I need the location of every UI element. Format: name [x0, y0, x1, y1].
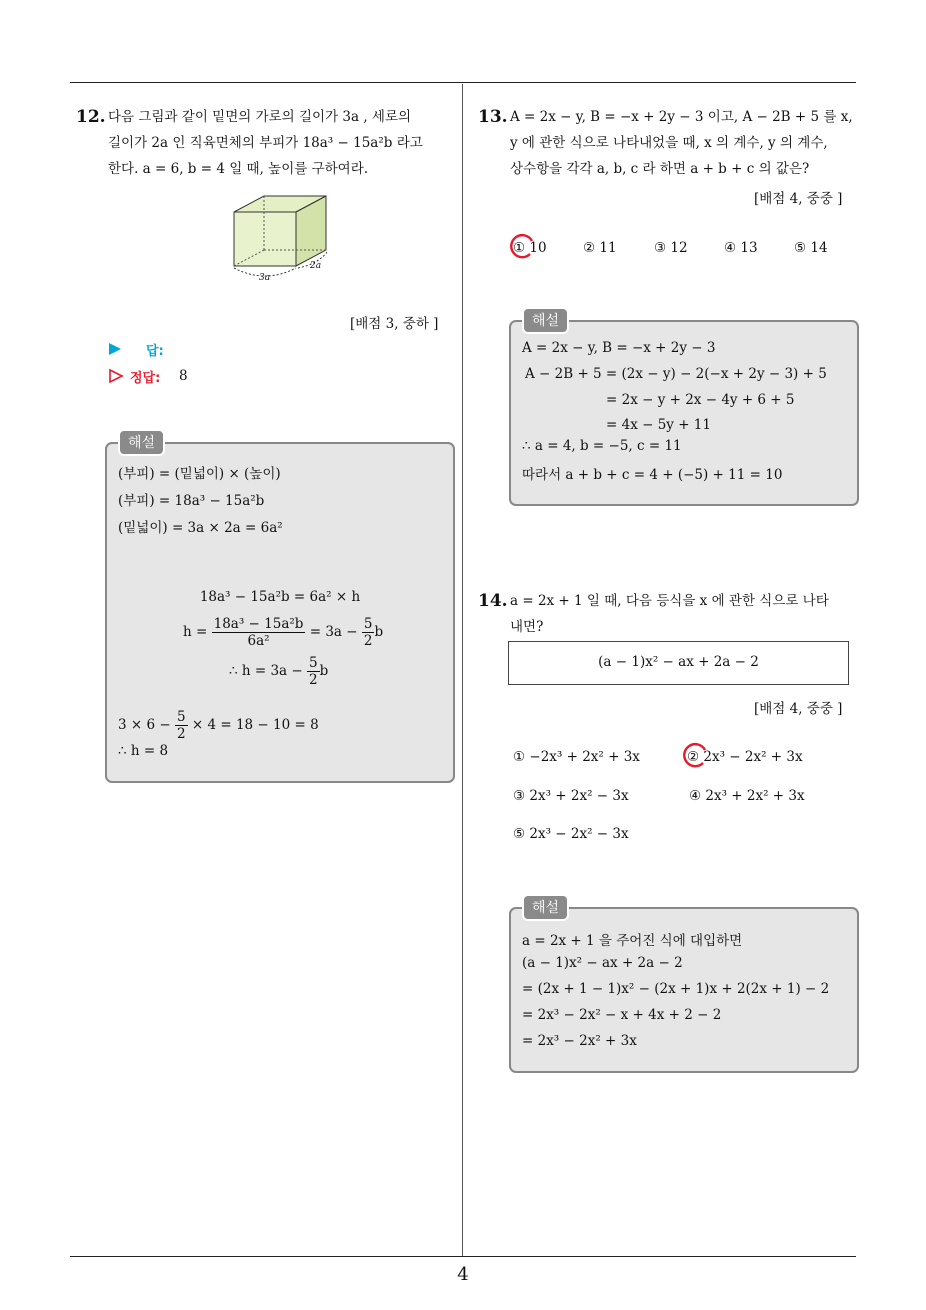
solution-line: (부피) = 18a³ − 15a²b [118, 493, 265, 509]
play-arrow-icon [108, 341, 122, 355]
q12-solution-tag: 해설 [118, 429, 165, 456]
eq-text: ∴ h = 3a − [229, 663, 303, 679]
solution-line: = 2x − y + 2x − 4y + 6 + 5 [606, 392, 795, 408]
q12-text-line: 다음 그림과 같이 밑면의 가로의 길이가 3a , 세로의 [108, 109, 412, 125]
solution-equation [183, 616, 383, 649]
bottom-rule [70, 1256, 856, 1257]
numerator: 5 [176, 709, 186, 725]
q14-solution-tag: 해설 [522, 894, 569, 921]
eq-text: × 4 = 18 − 10 = 8 [191, 717, 319, 733]
solution-line: = (2x + 1 − 1)x² − (2x + 1)x + 2(2x + 1) − 2 [522, 981, 830, 997]
fraction [362, 616, 375, 649]
q14-text [510, 588, 860, 640]
solution-line: 따라서 a + b + c = 4 + (−5) + 11 = 10 [522, 467, 783, 483]
q12-text-line: 한다. a = 6, b = 4 일 때, 높이를 구하여라. [108, 161, 369, 177]
q14-number: 14. [478, 591, 508, 611]
q13-text-line: A = 2x − y, B = −x + 2y − 3 이고, A − 2B + 5 를 x, [510, 109, 853, 125]
q13-number: 13. [478, 107, 508, 127]
column-divider [462, 84, 463, 1256]
numerator: 18a³ − 15a²b [213, 616, 304, 632]
q14-score: [배점 4, 중중 ] [754, 701, 843, 717]
q13-choice-3[interactable]: ③ 12 [654, 240, 688, 256]
page-number: 4 [457, 1264, 469, 1285]
correct-value: 8 [179, 368, 188, 384]
solution-equation [118, 709, 319, 742]
solution-equation: 18a³ − 15a²b = 6a² × h [199, 589, 361, 605]
solution-equation: ∴ h = 8 [118, 743, 169, 759]
denominator: 2 [363, 633, 373, 649]
q12-text [108, 104, 458, 182]
q13-solution-tag: 해설 [522, 307, 569, 334]
q14-choice-5[interactable]: ⑤ 2x³ − 2x² − 3x [513, 826, 629, 842]
q13-choice-4[interactable]: ④ 13 [724, 240, 758, 256]
solution-line: ∴ a = 4, b = −5, c = 11 [522, 438, 682, 454]
eq-text: 3 × 6 − [118, 717, 171, 733]
solution-line: = 2x³ − 2x² − x + 4x + 2 − 2 [522, 1007, 722, 1023]
solution-line: (밑넓이) = 3a × 2a = 6a² [118, 520, 283, 536]
q14-choice-1[interactable]: ① −2x³ + 2x² + 3x [513, 749, 640, 765]
expression-text: (a − 1)x² − ax + 2a − 2 [598, 654, 759, 670]
numerator: 5 [363, 616, 373, 632]
q13-text-line: 상수항을 각각 a, b, c 라 하면 a + b + c 의 값은? [510, 161, 810, 177]
solution-line: = 4x − 5y + 11 [606, 417, 711, 433]
fraction [212, 616, 306, 649]
solution-line: (부피) = (밑넓이) × (높이) [118, 466, 281, 482]
q12-score: [배점 3, 중하 ] [350, 316, 439, 332]
q13-choice-2[interactable]: ② 11 [583, 240, 617, 256]
solution-line: = 2x³ − 2x² + 3x [522, 1033, 637, 1049]
eq-text: b [374, 624, 384, 640]
outline-arrow-icon [108, 368, 124, 384]
fraction [175, 709, 188, 742]
numerator: 5 [309, 655, 318, 671]
fraction [307, 655, 320, 688]
correct-label: 정답: [130, 371, 161, 386]
q13-choice-1[interactable]: ① 10 [513, 240, 547, 256]
q13-text [510, 104, 860, 182]
solution-equation [229, 655, 328, 688]
q13-choice-5[interactable]: ⑤ 14 [794, 240, 828, 256]
answer-label: 답: [146, 344, 164, 359]
eq-text: = 3a − [309, 624, 358, 640]
denominator: 2 [176, 726, 186, 742]
q14-choice-3[interactable]: ③ 2x³ + 2x² − 3x [513, 788, 629, 804]
q14-choice-2[interactable]: ② 2x³ − 2x² + 3x [687, 749, 803, 765]
top-rule [70, 82, 856, 83]
q12-text-line: 길이가 2a 인 직육면체의 부피가 18a³ − 15a²b 라고 [108, 135, 423, 151]
q14-text-line: a = 2x + 1 일 때, 다음 등식을 x 에 관한 식으로 나타 [510, 593, 829, 609]
eq-text: h = [183, 624, 208, 640]
q14-choice-4[interactable]: ④ 2x³ + 2x² + 3x [689, 788, 805, 804]
solution-line: (a − 1)x² − ax + 2a − 2 [522, 955, 683, 971]
solution-line: A − 2B + 5 = (2x − y) − 2(−x + 2y − 3) + 5 [525, 366, 827, 382]
denominator: 2 [309, 672, 318, 688]
q14-text-line: 내면? [510, 619, 544, 635]
eq-text: b [319, 663, 329, 679]
figure-label-width: 3a [259, 273, 271, 283]
q13-text-line: y 에 관한 식으로 나타내었을 때, x 의 계수, y 의 계수, [510, 135, 828, 151]
solution-line: A = 2x − y, B = −x + 2y − 3 [522, 340, 716, 356]
q12-number: 12. [76, 107, 106, 127]
figure-label-depth: 2a [310, 261, 322, 271]
solution-line: a = 2x + 1 을 주어진 식에 대입하면 [522, 933, 743, 949]
q13-score: [배점 4, 중중 ] [754, 191, 843, 207]
denominator: 6a² [247, 633, 270, 649]
